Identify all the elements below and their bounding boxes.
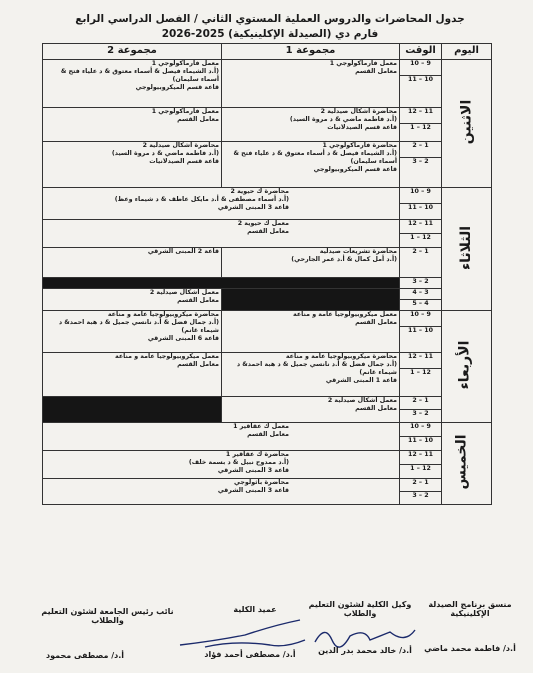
table-row [43, 289, 492, 300]
cell-tue-lab: معمل ك حيوية 2 معامل القسم [43, 220, 400, 248]
time-slot: 4 – 5 [400, 300, 442, 311]
signature-name-vp: أ.د/ مصطفى محمود [45, 651, 125, 660]
signature-name-vice-dean: أ.د/ خالد محمد بدر الدين [318, 646, 412, 655]
table-row [43, 479, 492, 492]
cell-mon-g1-a: معمل فارماكولوجي 1 معامل القسم [222, 60, 400, 108]
time-slot: 9 – 10 [400, 60, 442, 76]
cell-wed-g2-b: معمل ميكروبيولوجيا عامة و مناعة معامل القسم [43, 353, 222, 397]
day-thursday: الخميس [442, 423, 492, 505]
time-slot: 12 – 1 [400, 369, 442, 397]
time-slot: 2 – 3 [400, 278, 442, 289]
cell-tue-lecture: محاضرة ك حيوية 2 (أ.د أسماء مصطفى & أ.د مايكل عاطف & د شيماء وعظ) قاعة 3 المبنى الشرقي [43, 188, 400, 220]
time-slot: 2 – 3 [400, 410, 442, 423]
time-slot: 1 – 2 [400, 142, 442, 158]
col-time-header: الوقت [400, 44, 442, 60]
table-row [43, 108, 492, 124]
time-slot: 3 – 4 [400, 289, 442, 300]
time-slot: 11 – 12 [400, 451, 442, 465]
cell-thu-lecture2: محاضرة باثولوجي قاعة 3 المبنى الشرقي [43, 479, 400, 505]
cell-tue-g2-law: قاعة 2 المبنى الشرقي [43, 248, 222, 278]
page-title: جدول المحاضرات والدروس العملية المستوي الثاني / الفصل الدراسي الرابع [75, 13, 465, 25]
col-group1-header: مجموعة 1 [222, 44, 400, 60]
time-slot: 2 – 3 [400, 492, 442, 505]
time-slot: 12 – 1 [400, 234, 442, 248]
cell-wed-g1-a: معمل ميكروبيولوجيا عامة و مناعة معامل القسم [222, 311, 400, 353]
cell-mon-g1-c: محاضرة فارماكولوجي 1 (أ.د الشيماء فيصل & د أسماء معتوق & د علياء فتح & أسماء سليمان) قاعة قسم الميكروبيولوجي [222, 142, 400, 188]
page-subtitle: فارم دي (الصيدلة الإكلينيكية) 2025-2026 [161, 28, 379, 40]
time-slot: 11 – 12 [400, 220, 442, 234]
table-row [43, 60, 492, 76]
schedule-table [42, 43, 492, 505]
day-wednesday: الأربعاء [442, 311, 492, 423]
table-row [43, 397, 492, 410]
cell-thu-lab: معمل ك عقاقير 1 معامل القسم [43, 423, 400, 451]
cell-mon-g2-c: محاضرة أشكال صيدلية 2 (أ.د فاطمة ماضي & د مروة السيد) قاعة قسم الصيدلانيات [43, 142, 222, 188]
cell-tue-g1-law: محاضرة تشريعات صيدلية (أ.د أمل كمال & أ.د عمر الجارحي) [222, 248, 400, 278]
time-slot: 9 – 10 [400, 423, 442, 437]
cell-mon-g2-a: معمل فارماكولوجي 1 (أ.د الشيماء فيصل & أسماء معتوق & د علياء فتح & أسماء سليمان) قاعة قسم الميكروبيولوجي [43, 60, 222, 108]
blocked-cell [222, 289, 400, 311]
table-row [43, 353, 492, 369]
blocked-cell [43, 397, 222, 423]
time-slot: 10 – 11 [400, 437, 442, 451]
signature-mark-dean [175, 615, 315, 655]
time-slot: 10 – 11 [400, 204, 442, 220]
time-slot: 10 – 11 [400, 327, 442, 353]
signature-name-dean: أ.د/ مصطفى أحمد فؤاد [204, 650, 296, 659]
time-slot: 11 – 12 [400, 108, 442, 124]
time-slot: 1 – 2 [400, 248, 442, 278]
table-row [43, 278, 492, 289]
time-slot: 1 – 2 [400, 397, 442, 410]
table-row [43, 451, 492, 465]
cell-wed-g1-c: معمل أشكال صيدلية 2 معامل القسم [222, 397, 400, 423]
time-slot: 1 – 2 [400, 479, 442, 492]
cell-thu-lecture1: محاضرة ك عقاقير 1 (أ.د ممدوح نبيل & د بسمة خلف) قاعة 3 المبنى الشرقي [43, 451, 400, 479]
cell-tue-g2-pharm: معمل أشكال صيدلية 2 معامل القسم [43, 289, 222, 311]
col-group2-header: مجموعة 2 [43, 44, 222, 60]
table-row [43, 142, 492, 158]
time-slot: 12 – 1 [400, 124, 442, 142]
day-tuesday: الثلاثاء [442, 188, 492, 311]
table-header-row [43, 44, 492, 60]
time-slot: 9 – 10 [400, 311, 442, 327]
day-monday: الاثنين [442, 60, 492, 188]
signature-title-vp: نائب رئيس الجامعة لشئون التعليم والطلاب [41, 607, 174, 625]
cell-mon-g1-b: محاضرة أشكال صيدلية 2 (أ.د فاطمة ماضي & د مروة السيد) قاعة قسم الصيدلانيات [222, 108, 400, 142]
time-slot: 2 – 3 [400, 158, 442, 188]
col-day-header: اليوم [442, 44, 492, 60]
table-row [43, 311, 492, 327]
cell-wed-g2-a: محاضرة ميكروبيولوجيا عامة و مناعة (أ.د جمال فضل & أ.د نانسي جميل & د هبة احمد& د شيماء غانم) قاعة 6 المبنى الشرقي [43, 311, 222, 353]
time-slot: 12 – 1 [400, 465, 442, 479]
signature-title-vice-dean: وكيل الكلية لشئون التعليم والطلاب [308, 600, 412, 618]
cell-wed-g1-b: محاضرة ميكروبيولوجيا عامة و مناعة (أ.د جمال فضل & أ.د نانسي جميل & د هبة احمد& د شيماء غانم) قاعة 1 المبنى الشرقي [222, 353, 400, 397]
table-row [43, 248, 492, 278]
table-row [43, 423, 492, 437]
signature-title-dean: عميد الكلية [233, 605, 277, 614]
time-slot: 10 – 11 [400, 76, 442, 108]
signature-name-coordinator: أ.د/ فاطمة محمد ماضي [424, 644, 516, 653]
table-row [43, 220, 492, 234]
time-slot: 9 – 10 [400, 188, 442, 204]
cell-mon-g2-b: معمل فارماكولوجي 1 معامل القسم [43, 108, 222, 142]
time-slot: 11 – 12 [400, 353, 442, 369]
blocked-cell [43, 278, 400, 289]
table-row [43, 188, 492, 204]
signature-title-coordinator: منسق برنامج الصيدلة الإكلينيكية [428, 600, 512, 618]
